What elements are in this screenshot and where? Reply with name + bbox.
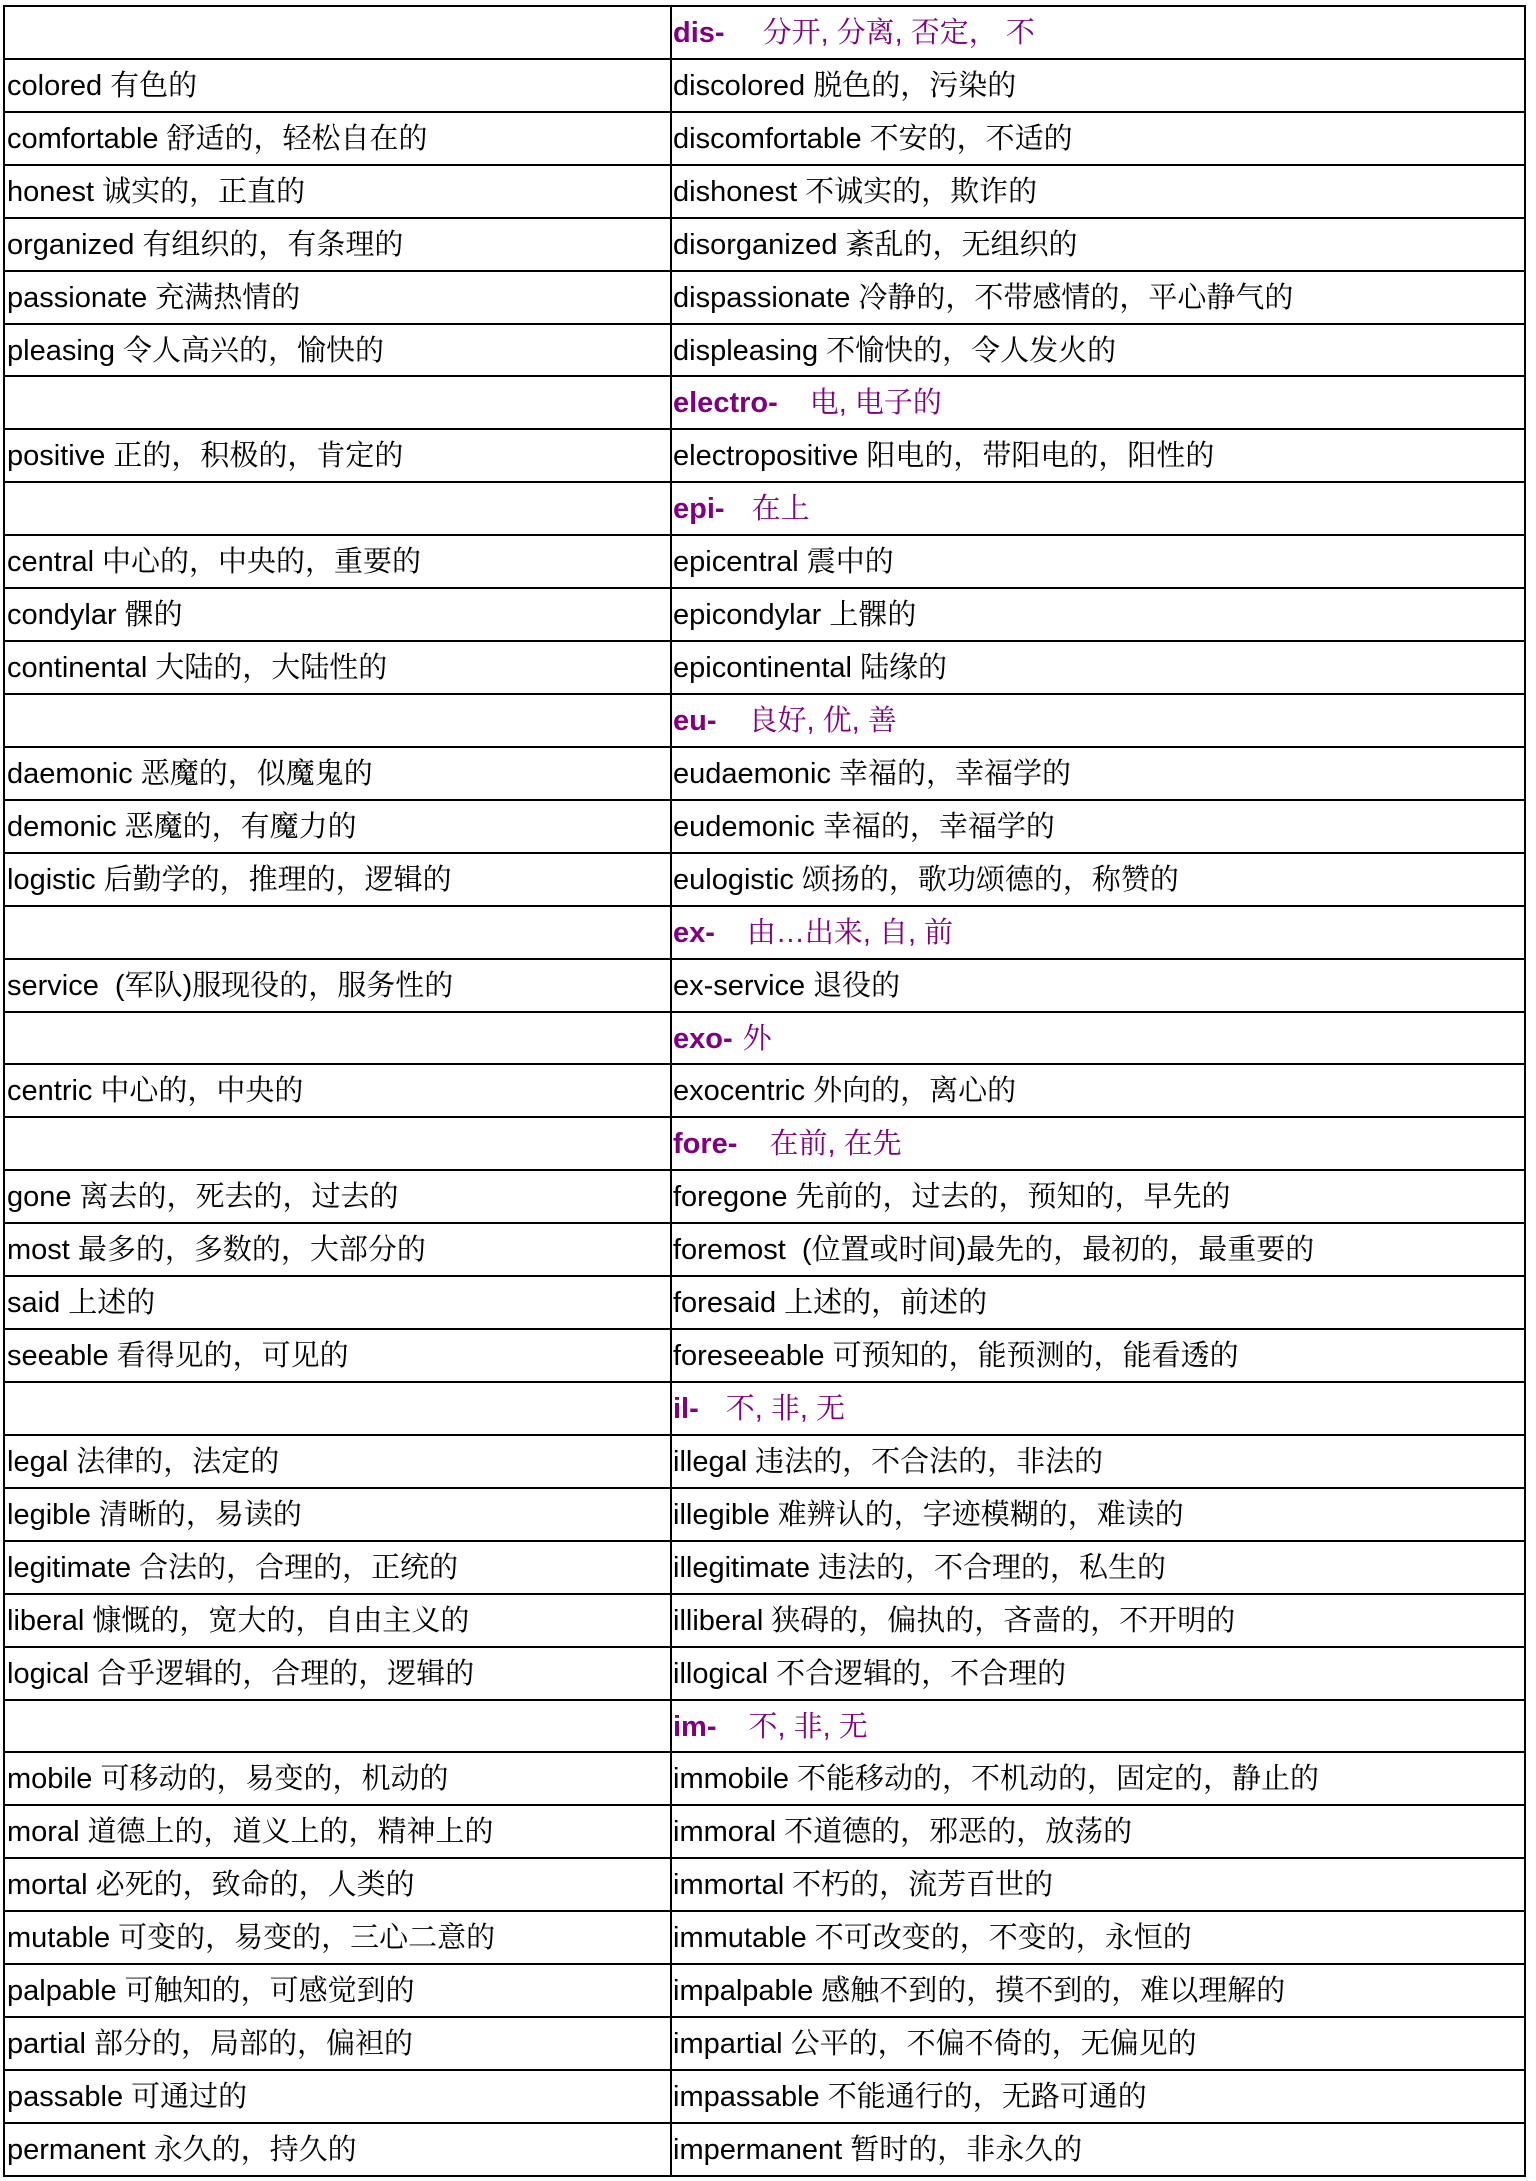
chinese-meaning: 冷静的，不带感情的，平心静气的 (858, 281, 1294, 314)
table-row (5, 1648, 1524, 1701)
table-row (5, 748, 1524, 801)
prefixed-word-cell (672, 1595, 1524, 1646)
table-row (5, 219, 1524, 272)
table-row (5, 854, 1524, 907)
chinese-meaning: 正的，积极的，肯定的 (113, 440, 404, 473)
table-row (5, 1965, 1524, 2018)
base-word-cell (5, 1595, 672, 1646)
chinese-meaning: 合法的，合理的，正统的 (139, 1551, 459, 1584)
english-word: logical (7, 1657, 90, 1690)
chinese-meaning: 幸福的，幸福学的 (822, 810, 1055, 843)
chinese-meaning: 有色的 (110, 69, 198, 102)
prefix-meaning: 电, 电子的 (809, 387, 942, 420)
chinese-meaning: 感触不到的，摸不到的，难以理解的 (821, 1975, 1286, 2008)
chinese-meaning: 公平的，不偏不倚的，无偏见的 (790, 2028, 1197, 2061)
prefixed-word-cell (672, 1542, 1524, 1593)
chinese-meaning: 充满热情的 (155, 281, 301, 314)
english-word: immutable (673, 1922, 807, 1955)
base-word-cell (5, 748, 672, 799)
chinese-meaning: 上述的 (68, 1287, 156, 1320)
chinese-meaning: 陆缘的 (859, 652, 947, 685)
prefixed-word-cell (672, 589, 1524, 640)
table-row (5, 1224, 1524, 1277)
prefixed-word-cell (672, 1648, 1524, 1699)
prefix-label: fore- (673, 1128, 738, 1161)
prefixed-word-cell (672, 2124, 1524, 2175)
table-row (5, 536, 1524, 589)
chinese-meaning: (军队)服现役的，服务性的 (106, 969, 454, 1002)
prefix-header-row (5, 1701, 1524, 1754)
base-word-cell (5, 1065, 672, 1116)
english-word: most (7, 1234, 70, 1267)
chinese-meaning: 可预知的，能预测的，能看透的 (832, 1340, 1239, 1373)
table-row (5, 166, 1524, 219)
table-row (5, 642, 1524, 695)
base-word-cell (5, 589, 672, 640)
prefixed-word-cell (672, 272, 1524, 323)
prefix-cell (672, 907, 1524, 958)
prefix-header-row (5, 483, 1524, 536)
table-row (5, 60, 1524, 113)
table-row (5, 801, 1524, 854)
english-word: electropositive (673, 440, 859, 473)
prefix-label: il- (673, 1392, 699, 1425)
prefixed-word-cell (672, 801, 1524, 852)
table-row (5, 2124, 1524, 2177)
prefixed-word-cell (672, 325, 1524, 376)
prefix-cell (672, 1383, 1524, 1434)
table-row (5, 1542, 1524, 1595)
english-word: passionate (7, 281, 148, 314)
english-word: impermanent (673, 2133, 843, 2166)
table-row (5, 2071, 1524, 2124)
base-word-cell (5, 1753, 672, 1804)
english-word: illogical (673, 1657, 769, 1690)
chinese-meaning: 不愉快的，令人发火的 (826, 334, 1117, 367)
english-word: partial (7, 2028, 86, 2061)
base-word-cell (5, 1859, 672, 1910)
chinese-meaning: 不可改变的，不变的，永恒的 (814, 1922, 1192, 1955)
prefix-label: eu- (673, 704, 717, 737)
prefixed-word-cell (672, 166, 1524, 217)
english-word: foreseeable (673, 1340, 825, 1373)
english-word: dishonest (673, 175, 798, 208)
chinese-meaning: 恶魔的，似魔鬼的 (140, 757, 373, 790)
english-word: epicontinental (673, 652, 852, 685)
english-word: illiberal (673, 1604, 764, 1637)
prefix-header-row (5, 7, 1524, 60)
english-word: immortal (673, 1869, 785, 1902)
base-word-cell (5, 60, 672, 111)
chinese-meaning: 不道德的，邪恶的，放荡的 (784, 1816, 1133, 1849)
prefixed-word-cell (672, 1806, 1524, 1857)
base-word-cell (5, 801, 672, 852)
english-word: moral (7, 1816, 80, 1849)
prefix-label: electro- (673, 387, 778, 420)
table-row (5, 325, 1524, 378)
english-word: epicondylar (673, 599, 822, 632)
prefix-label: exo- (673, 1022, 733, 1055)
chinese-meaning: 幸福的，幸福学的 (839, 757, 1072, 790)
english-word: immoral (673, 1816, 777, 1849)
prefixed-word-cell (672, 536, 1524, 587)
base-word-cell (5, 1912, 672, 1963)
prefix-header-row (5, 695, 1524, 748)
chinese-meaning: 永久的，持久的 (153, 2133, 357, 2166)
prefix-meaning: 分开, 分离, 否定， 不 (762, 17, 1035, 49)
base-word-cell (5, 2124, 672, 2175)
prefix-meaning: 在上 (751, 493, 810, 526)
chinese-meaning: 不安的，不适的 (869, 122, 1073, 155)
chinese-meaning: 狭碍的，偏执的，吝啬的，不开明的 (771, 1604, 1236, 1637)
chinese-meaning: 难辨认的，字迹模糊的，难读的 (777, 1498, 1184, 1531)
prefix-meaning: 不, 非, 无 (725, 1392, 846, 1425)
table-row (5, 1436, 1524, 1489)
chinese-meaning: 可触知的，可感觉到的 (124, 1975, 415, 2008)
chinese-meaning: 颂扬的，歌功颂德的，称赞的 (801, 863, 1179, 896)
english-word: service (7, 969, 99, 1002)
table-row (5, 1489, 1524, 1542)
base-word-cell (5, 536, 672, 587)
chinese-meaning: 不朽的，流芳百世的 (792, 1869, 1054, 1902)
chinese-meaning: 脱色的，污染的 (813, 69, 1017, 102)
table-row (5, 589, 1524, 642)
chinese-meaning: 可移动的，易变的，机动的 (100, 1763, 449, 1796)
empty-cell (5, 7, 672, 58)
empty-cell (5, 1013, 672, 1064)
chinese-meaning: 中心的，中央的，重要的 (102, 546, 422, 579)
prefix-label: ex- (673, 916, 715, 949)
base-word-cell (5, 166, 672, 217)
base-word-cell (5, 1277, 672, 1328)
chinese-meaning: 慷慨的，宽大的，自由主义的 (92, 1604, 470, 1637)
english-word: colored (7, 69, 103, 102)
prefix-header-row (5, 907, 1524, 960)
english-word: mutable (7, 1922, 111, 1955)
prefixed-word-cell (672, 1859, 1524, 1910)
base-word-cell (5, 1965, 672, 2016)
table-row (5, 272, 1524, 325)
chinese-meaning: 违法的，不合理的，私生的 (818, 1551, 1167, 1584)
prefixed-word-cell (672, 1330, 1524, 1381)
prefixed-word-cell (672, 2018, 1524, 2069)
empty-cell (5, 1701, 672, 1752)
english-word: discomfortable (673, 122, 862, 155)
base-word-cell (5, 1330, 672, 1381)
english-word: pleasing (7, 334, 116, 367)
english-word: foregone (673, 1181, 788, 1214)
english-word: impartial (673, 2028, 783, 2061)
base-word-cell (5, 2071, 672, 2122)
prefix-meaning: 良好, 优, 善 (748, 704, 897, 737)
english-word: illegitimate (673, 1551, 810, 1584)
prefixed-word-cell (672, 1277, 1524, 1328)
english-word: logistic (7, 863, 96, 896)
english-word: impassable (673, 2080, 820, 2113)
english-word: legal (7, 1445, 69, 1478)
base-word-cell (5, 1648, 672, 1699)
base-word-cell (5, 430, 672, 481)
base-word-cell (5, 1171, 672, 1222)
chinese-meaning: 道德上的，道义上的，精神上的 (87, 1816, 494, 1849)
base-word-cell (5, 272, 672, 323)
prefix-cell (672, 1013, 1524, 1064)
chinese-meaning: 离去的，死去的，过去的 (79, 1181, 399, 1214)
table-row (5, 1171, 1524, 1224)
english-word: eulogistic (673, 863, 794, 896)
chinese-meaning: 紊乱的，无组织的 (845, 228, 1078, 261)
chinese-meaning: 必死的，致命的，人类的 (95, 1869, 415, 1902)
prefixed-word-cell (672, 854, 1524, 905)
base-word-cell (5, 642, 672, 693)
prefixed-word-cell (672, 748, 1524, 799)
chinese-meaning: 上述的，前述的 (784, 1287, 988, 1320)
english-word: mortal (7, 1869, 88, 1902)
empty-cell (5, 695, 672, 746)
english-word: epicentral (673, 546, 799, 579)
chinese-meaning: 上髁的 (829, 599, 917, 632)
chinese-meaning: 后勤学的，推理的，逻辑的 (103, 863, 452, 896)
english-word: eudaemonic (673, 757, 831, 790)
english-word: gone (7, 1181, 72, 1214)
empty-cell (5, 1118, 672, 1169)
english-word: centric (7, 1075, 93, 1108)
table-row (5, 1859, 1524, 1912)
english-word: continental (7, 652, 148, 685)
chinese-meaning: 暂时的，非永久的 (850, 2133, 1083, 2166)
base-word-cell (5, 219, 672, 270)
prefix-label: im- (673, 1710, 717, 1743)
english-word: central (7, 546, 95, 579)
prefix-cell (672, 483, 1524, 534)
table-row (5, 2018, 1524, 2071)
prefix-cell (672, 1701, 1524, 1752)
english-word: positive (7, 440, 106, 473)
prefixed-word-cell (672, 1753, 1524, 1804)
table-row (5, 1753, 1524, 1806)
prefix-header-row (5, 1118, 1524, 1171)
english-word: exocentric (673, 1075, 806, 1108)
chinese-meaning: 违法的，不合法的，非法的 (755, 1445, 1104, 1478)
chinese-meaning: 看得见的，可见的 (116, 1340, 349, 1373)
prefixed-word-cell (672, 1224, 1524, 1275)
prefixed-word-cell (672, 2071, 1524, 2122)
chinese-meaning: 清晰的，易读的 (98, 1498, 302, 1531)
english-word: demonic (7, 810, 117, 843)
chinese-meaning: 恶魔的，有魔力的 (124, 810, 357, 843)
prefix-header-row (5, 1383, 1524, 1436)
chinese-meaning: (位置或时间)最先的，最初的，最重要的 (793, 1234, 1315, 1267)
chinese-meaning: 可通过的 (131, 2080, 248, 2113)
english-word: discolored (673, 69, 806, 102)
prefix-cell (672, 7, 1524, 58)
chinese-meaning: 令人高兴的，愉快的 (123, 334, 385, 367)
chinese-meaning: 部分的，局部的，偏袒的 (94, 2028, 414, 2061)
table-row (5, 1806, 1524, 1859)
english-word: permanent (7, 2133, 146, 2166)
chinese-meaning: 退役的 (813, 969, 901, 1002)
english-word: said (7, 1287, 61, 1320)
prefixed-word-cell (672, 1912, 1524, 1963)
base-word-cell (5, 325, 672, 376)
table-row (5, 113, 1524, 166)
chinese-meaning: 合乎逻辑的，合理的，逻辑的 (97, 1657, 475, 1690)
chinese-meaning: 先前的，过去的，预知的，早先的 (795, 1181, 1231, 1214)
english-word: seeable (7, 1340, 109, 1373)
prefixed-word-cell (672, 60, 1524, 111)
prefix-header-row (5, 1013, 1524, 1066)
prefixed-word-cell (672, 1489, 1524, 1540)
prefixed-word-cell (672, 430, 1524, 481)
english-word: foremost (673, 1234, 786, 1267)
empty-cell (5, 377, 672, 428)
prefixed-word-cell (672, 1965, 1524, 2016)
prefix-meaning: 在前, 在先 (769, 1128, 902, 1161)
prefixed-word-cell (672, 113, 1524, 164)
english-word: eudemonic (673, 810, 815, 843)
chinese-meaning: 震中的 (806, 546, 894, 579)
table-row (5, 1912, 1524, 1965)
table-row (5, 1595, 1524, 1648)
chinese-meaning: 可变的，易变的，三心二意的 (118, 1922, 496, 1955)
base-word-cell (5, 2018, 672, 2069)
base-word-cell (5, 1806, 672, 1857)
english-word: condylar (7, 599, 117, 632)
chinese-meaning: 髁的 (124, 599, 183, 632)
english-word: foresaid (673, 1287, 777, 1320)
prefixed-word-cell (672, 1171, 1524, 1222)
english-word: passable (7, 2080, 124, 2113)
prefix-header-row (5, 377, 1524, 430)
english-word: disorganized (673, 228, 838, 261)
chinese-meaning: 中心的，中央的 (100, 1075, 304, 1108)
chinese-meaning: 不合逻辑的，不合理的 (776, 1657, 1067, 1690)
base-word-cell (5, 854, 672, 905)
chinese-meaning: 不能通行的，无路可通的 (827, 2080, 1147, 2113)
chinese-meaning: 不诚实的，欺诈的 (805, 175, 1038, 208)
english-word: mobile (7, 1763, 93, 1796)
english-word: liberal (7, 1604, 85, 1637)
prefix-label: dis- (673, 17, 725, 49)
empty-cell (5, 483, 672, 534)
chinese-meaning: 外向的，离心的 (813, 1075, 1017, 1108)
prefixed-word-cell (672, 642, 1524, 693)
english-word: immobile (673, 1763, 790, 1796)
table-row (5, 430, 1524, 483)
chinese-meaning: 不能移动的，不机动的，固定的，静止的 (797, 1763, 1320, 1796)
chinese-meaning: 最多的，多数的，大部分的 (77, 1234, 426, 1267)
base-word-cell (5, 960, 672, 1011)
base-word-cell (5, 1436, 672, 1487)
prefix-meaning: 由…出来, 自, 前 (746, 916, 954, 949)
prefix-vocabulary-table (3, 5, 1526, 2177)
english-word: displeasing (673, 334, 819, 367)
prefixed-word-cell (672, 1065, 1524, 1116)
chinese-meaning: 法律的，法定的 (76, 1445, 280, 1478)
chinese-meaning: 舒适的，轻松自在的 (166, 122, 428, 155)
prefixed-word-cell (672, 960, 1524, 1011)
chinese-meaning: 诚实的，正直的 (102, 175, 306, 208)
prefix-meaning: 外 (742, 1022, 772, 1055)
prefix-cell (672, 377, 1524, 428)
chinese-meaning: 阳电的，带阳电的，阳性的 (866, 440, 1215, 473)
english-word: legible (7, 1498, 91, 1531)
chinese-meaning: 大陆的，大陆性的 (155, 652, 388, 685)
english-word: impalpable (673, 1975, 814, 2008)
table-row (5, 1277, 1524, 1330)
english-word: illegal (673, 1445, 748, 1478)
chinese-meaning: 有组织的，有条理的 (142, 228, 404, 261)
english-word: honest (7, 175, 95, 208)
english-word: organized (7, 228, 135, 261)
english-word: illegible (673, 1498, 770, 1531)
prefix-meaning: 不, 非, 无 (748, 1710, 868, 1743)
english-word: ex-service (673, 969, 806, 1002)
table-row (5, 1065, 1524, 1118)
english-word: palpable (7, 1975, 117, 2008)
prefix-cell (672, 695, 1524, 746)
base-word-cell (5, 1489, 672, 1540)
base-word-cell (5, 113, 672, 164)
empty-cell (5, 907, 672, 958)
empty-cell (5, 1383, 672, 1434)
english-word: legitimate (7, 1551, 132, 1584)
english-word: comfortable (7, 122, 159, 155)
english-word: dispassionate (673, 281, 851, 314)
prefixed-word-cell (672, 1436, 1524, 1487)
prefixed-word-cell (672, 219, 1524, 270)
prefix-cell (672, 1118, 1524, 1169)
english-word: daemonic (7, 757, 133, 790)
base-word-cell (5, 1224, 672, 1275)
base-word-cell (5, 1542, 672, 1593)
table-row (5, 960, 1524, 1013)
table-row (5, 1330, 1524, 1383)
prefix-label: epi- (673, 493, 725, 526)
